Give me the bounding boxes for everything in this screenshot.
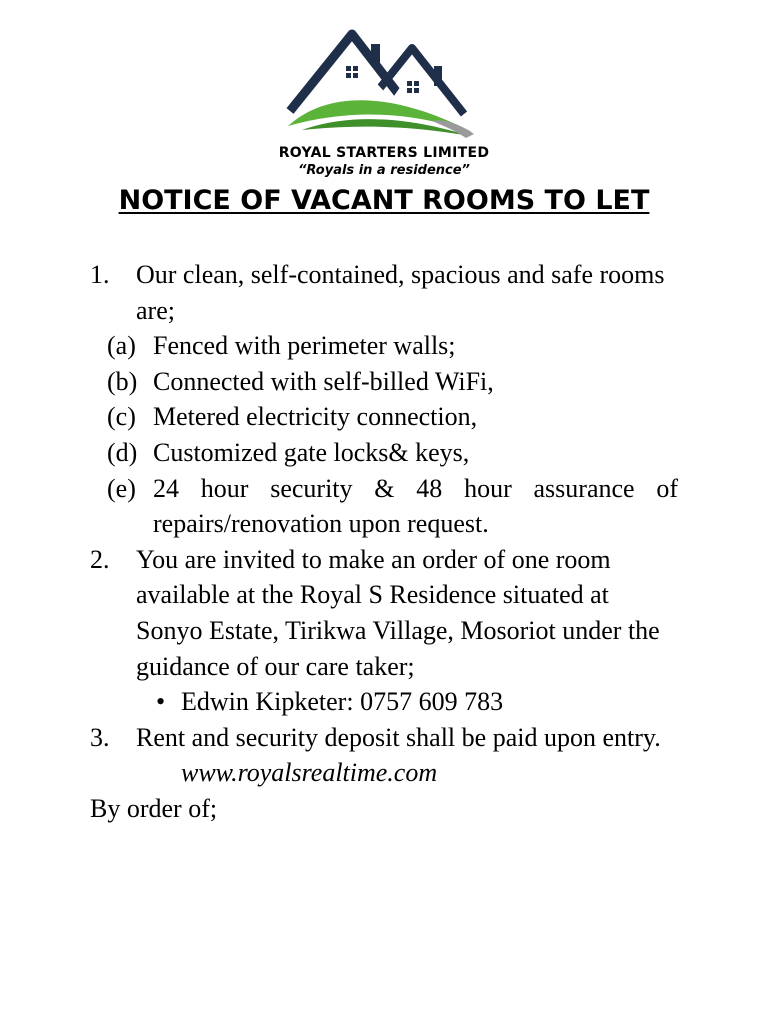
sub-item-text: Metered electricity connection, [153,402,478,432]
caretaker-contact: Edwin Kipketer: 0757 609 783 [181,687,504,717]
item-number: 2. [90,544,110,574]
company-name: ROYAL STARTERS LIMITED [278,145,490,161]
item-number: 1. [90,260,110,289]
bullet-icon: • [156,687,166,717]
sub-item-text: Customized gate locks& keys, [153,437,470,467]
item-text: Rent and security deposit shall be paid upon entry. [136,722,661,752]
list-item [90,257,678,328]
notice-title: NOTICE OF VACANT ROOMS TO LET [118,185,650,216]
company-motto: “Royals in a residence” [298,163,470,178]
list-item [90,542,678,684]
sub-item-text: Fenced with perimeter walls; [153,331,456,361]
sub-item-letter: (c) [107,402,136,432]
notice-body [90,257,678,827]
contact-line [90,684,678,720]
company-logo [282,26,482,146]
sub-item-text: Connected with self-billed WiFi, [153,366,494,396]
sub-item-letter: (d) [107,437,138,467]
item-text: Our clean, self-contained, spacious and safe rooms are; [136,260,665,325]
item-number: 3. [90,722,110,752]
sub-item [90,328,678,364]
website-link: www.royalsrealtime.com [181,758,438,788]
sub-item [90,435,678,471]
sub-item-letter: (a) [107,331,136,361]
sign-off: By order of; [90,793,218,823]
sub-item-text: 24 hour security & 48 hour assurance of repairs/renovation upon request. [153,473,678,539]
list-item [90,720,678,756]
sub-item [90,471,678,542]
sub-item [90,364,678,400]
sub-item [90,399,678,435]
sub-item-letter: (e) [107,473,136,503]
sub-item-letter: (b) [107,366,138,396]
item-text: You are invited to make an order of one room available at the Royal S Residence situated at Sonyo Estate, Tirikwa Village, Mosoriot under the guidance of our care taker; [136,544,660,681]
